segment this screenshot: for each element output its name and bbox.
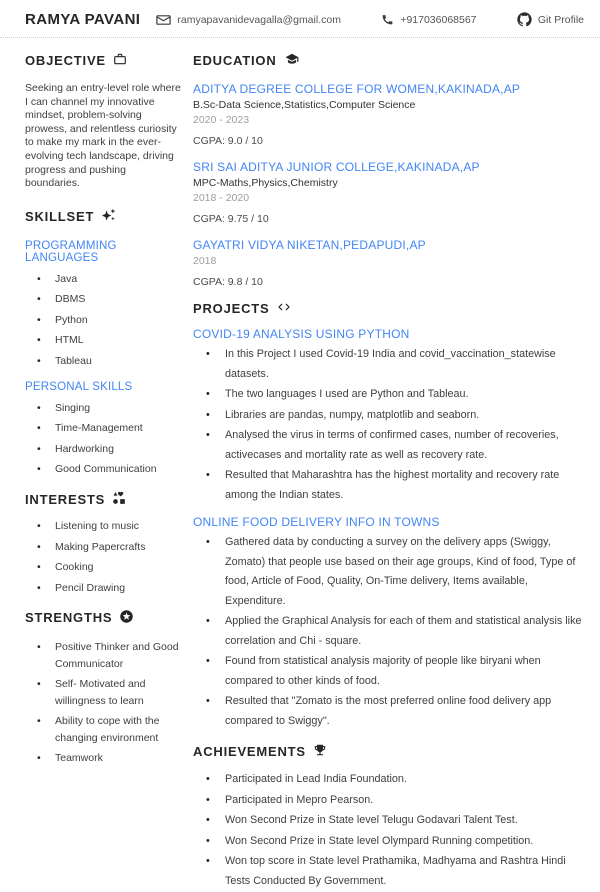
list-item: • Time-Management [25,422,183,434]
school-name: GAYATRI VIDYA NIKETAN,PEDAPUDI,AP [193,238,426,252]
bullet-item: • Won Second Prize in State level Olympard Running competition. [193,832,586,852]
bullet-item: • Participated in Mepro Pearson. [193,791,586,811]
bullet-item: • Won top score in State level Prathamika, Madhyama and Rashtra Hindi Tests Conducted By Government. [193,852,586,891]
bullet-item: • Analysed the virus in terms of confirmed cases, number of recoveries, activecases and mortality rate as well as recovery rate. [193,426,586,465]
email-icon [156,14,171,26]
shapes-icon [112,491,126,508]
education-entry [193,160,586,225]
list-item: • Ability to cope with the changing environment [25,713,183,748]
code-icon [276,300,292,317]
section-strengths [25,609,183,768]
right-column [193,38,586,892]
list-item: • Python [25,314,183,326]
phone-contact[interactable] [381,13,476,26]
strengths-heading [25,609,183,627]
section-interests [25,491,183,594]
programming-languages-heading: PROGRAMMING LANGUAGES [25,239,117,264]
project-name: COVID-19 ANALYSIS USING PYTHON [193,327,410,341]
project-entry [193,515,586,731]
course-name: B.Sc-Data Science,Statistics,Computer Science [193,99,416,111]
list-item: • HTML [25,334,183,346]
graduation-cap-icon [284,52,300,69]
resume-header [0,0,600,38]
skillset-title: SKILLSET [25,209,95,225]
strengths-list [25,639,183,768]
years-range: 2020 - 2023 [193,114,250,126]
project-bullets [193,533,586,731]
personal-skills-list [25,402,183,476]
star-circle-icon [119,609,134,627]
school-name: ADITYA DEGREE COLLEGE FOR WOMEN,KAKINADA,AP [193,82,521,96]
bullet-item: • Found from statistical analysis majority of people like biryani when compared to other kinds of food. [193,652,586,691]
list-item: • Positive Thinker and Good Communicator [25,639,183,674]
achievements-title: ACHIEVEMENTS [193,744,306,759]
list-item: • Hardworking [25,443,183,455]
list-item: • Singing [25,402,183,414]
education-title: EDUCATION [193,53,277,68]
years-range: 2018 [193,255,217,267]
list-item: • Tableau [25,355,183,367]
person-name: RAMYA PAVANI [25,11,141,28]
section-objective [25,52,183,191]
git-profile-text: Git Profile [537,13,584,26]
education-heading [193,52,586,69]
projects-title: PROJECTS [193,301,270,316]
project-name: ONLINE FOOD DELIVERY INFO IN TOWNS [193,515,440,529]
projects-heading [193,300,586,317]
left-column [25,38,183,892]
objective-heading [25,52,183,69]
bullet-item: • Gathered data by conducting a survey on the delivery apps (Swiggy, Zomato) that people use based on their age groups, Kind of food, Type of food, Article of Food, Quality, On-Time delivery, Items available, Expenditure. [193,533,586,611]
cgpa-value: CGPA: 9.0 / 10 [193,135,263,147]
list-item: • Java [25,273,183,285]
list-item: • Listening to music [25,520,183,532]
interests-list [25,520,183,594]
git-profile-link[interactable] [517,12,584,27]
skillset-heading [25,208,183,226]
project-bullets [193,345,586,505]
bullet-item: • Participated in Lead India Foundation. [193,770,586,790]
briefcase-icon [113,52,127,69]
resume-body [0,38,600,892]
bullet-item: • In this Project I used Covid-19 India and covid_vaccination_statewise datasets. [193,345,586,384]
list-item: • Good Communication [25,463,183,475]
project-entry [193,327,586,505]
years-range: 2018 - 2020 [193,192,250,204]
section-education [193,52,586,288]
list-item: • Cooking [25,561,183,573]
course-name: MPC-Maths,Physics,Chemistry [193,177,338,189]
list-item: • Teamwork [25,750,183,768]
cgpa-value: CGPA: 9.75 / 10 [193,213,269,225]
bullet-item: • Applied the Graphical Analysis for each of them and statistical analysis like correlation and Chi - square. [193,612,586,651]
bullet-item: • Resulted that "Zomato is the most preferred online food delivery app compared to Swiggy". [193,692,586,731]
bullet-item: • The two languages I used are Python and Tableau. [193,385,586,405]
education-entry [193,238,586,288]
sparkles-icon [101,208,116,226]
personal-skills-heading: PERSONAL SKILLS [25,380,133,393]
objective-title: OBJECTIVE [25,53,106,68]
school-name: SRI SAI ADITYA JUNIOR COLLEGE,KAKINADA,AP [193,160,480,174]
achievements-list [193,770,586,891]
github-icon [517,12,532,27]
list-item: • Pencil Drawing [25,582,183,594]
trophy-icon [313,743,327,760]
interests-title: INTERESTS [25,492,106,508]
bullet-item: • Libraries are pandas, numpy, matplotlib and seaborn. [193,406,586,426]
email-contact[interactable] [156,14,341,26]
section-projects [193,300,586,731]
achievements-heading [193,743,586,760]
section-skillset [25,208,183,476]
objective-text: Seeking an entry-level role where I can channel my innovative mindset, problem-solving prowess, and relentless curiosity to make my mark in the ever-evolving tech landscape, driving progress and pushing boundaries. [25,82,181,190]
cgpa-value: CGPA: 9.8 / 10 [193,276,263,288]
strengths-title: STRENGTHS [25,610,113,626]
section-achievements [193,743,586,891]
phone-text: +917036068567 [400,13,477,26]
list-item: • DBMS [25,293,183,305]
programming-languages-list [25,273,183,367]
list-item: • Making Papercrafts [25,541,183,553]
phone-icon [381,13,394,26]
bullet-item: • Resulted that Maharashtra has the highest mortality and recovery rate among the Indian states. [193,466,586,505]
bullet-item: • Won Second Prize in State level Telugu Godavari Talent Test. [193,811,586,831]
list-item: • Self- Motivated and willingness to learn [25,676,183,711]
interests-heading [25,491,183,508]
education-entry [193,82,586,147]
email-text: ramyapavanidevagalla@gmail.com [177,13,341,26]
